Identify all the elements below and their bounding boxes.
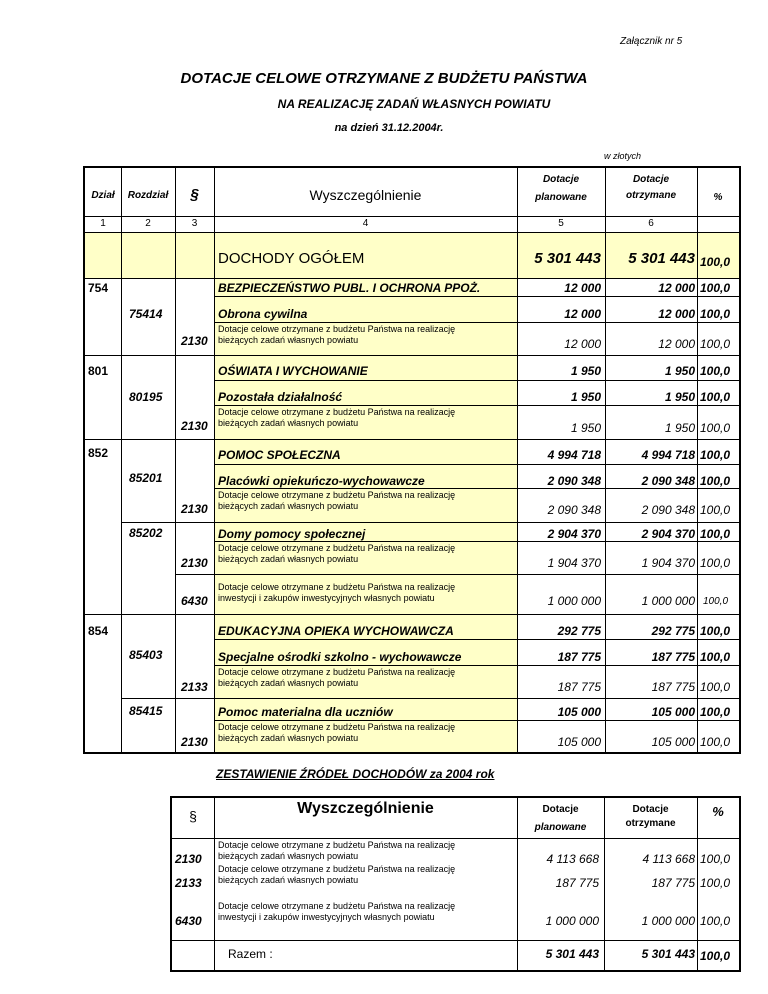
attachment-label: Załącznik nr 5 bbox=[620, 36, 683, 47]
summary-header-dotacje-1: Dotacje bbox=[542, 804, 579, 815]
summary-desc-line1: Dotacje celowe otrzymane z budżetu Państwa na realizację bbox=[218, 864, 456, 874]
planned-value: 1 950 bbox=[570, 364, 601, 378]
percent-value: 100,0 bbox=[700, 390, 731, 404]
received-value: 1 950 bbox=[664, 421, 695, 435]
paragraf-desc-line1: Dotacje celowe otrzymane z budżetu Państwa na realizację bbox=[218, 324, 456, 334]
dzial-label: EDUKACYJNA OPIEKA WYCHOWAWCZA bbox=[218, 624, 454, 638]
rozdzial-code: 85201 bbox=[129, 471, 163, 485]
document-subtitle: NA REALIZACJĘ ZADAŃ WŁASNYCH POWIATU bbox=[277, 97, 551, 111]
percent-value: 100,0 bbox=[700, 705, 731, 719]
planned-value: 12 000 bbox=[564, 337, 601, 351]
planned-value: 1 000 000 bbox=[547, 594, 601, 608]
percent-value: 100,0 bbox=[700, 307, 731, 321]
paragraf-code: 2130 bbox=[181, 556, 208, 570]
rozdzial-code: 85403 bbox=[129, 648, 163, 662]
rozdzial-label: Specjalne ośrodki szkolno - wychowawcze bbox=[218, 650, 462, 664]
planned-value: 1 904 370 bbox=[547, 556, 601, 570]
paragraf-desc-line2: bieżących zadań własnych powiatu bbox=[218, 501, 359, 511]
paragraf-desc-line2: bieżących zadań własnych powiatu bbox=[218, 335, 359, 345]
header-planowane: planowane bbox=[535, 192, 587, 203]
header-rozdzial: Rozdział bbox=[127, 190, 169, 201]
summary-desc-line2: inwestycji i zakupów inwestycyjnych własnych powiatu bbox=[218, 912, 435, 922]
header-dzial: Dział bbox=[91, 190, 115, 201]
planned-value: 12 000 bbox=[564, 307, 601, 321]
header-dotacje-1: Dotacje bbox=[542, 174, 580, 185]
summary-received: 187 775 bbox=[651, 876, 695, 890]
dzial-code: 854 bbox=[88, 624, 109, 638]
planned-value: 187 775 bbox=[557, 650, 601, 664]
received-value: 2 904 370 bbox=[641, 527, 695, 541]
rozdzial-label: Obrona cywilna bbox=[218, 307, 308, 321]
percent-value: 100,0 bbox=[700, 650, 731, 664]
summary-total-planned: 5 301 443 bbox=[545, 947, 599, 961]
received-value: 1 904 370 bbox=[641, 556, 695, 570]
summary-percent: 100,0 bbox=[700, 914, 731, 928]
header-dotacje-2: Dotacje bbox=[632, 174, 670, 185]
received-value: 105 000 bbox=[651, 735, 695, 749]
dzial-code: 801 bbox=[88, 364, 109, 378]
dzial-code: 852 bbox=[88, 446, 109, 460]
header-otrzymane: otrzymane bbox=[625, 190, 676, 201]
summary-total-label: Razem : bbox=[228, 947, 273, 961]
planned-value: 187 775 bbox=[557, 680, 601, 694]
rozdzial-label: Pomoc materialna dla uczniów bbox=[218, 705, 393, 719]
rozdzial-code: 75414 bbox=[129, 307, 163, 321]
percent-value: 100,0 bbox=[700, 735, 731, 749]
paragraf-code: 2130 bbox=[181, 334, 208, 348]
summary-total-percent: 100,0 bbox=[700, 949, 731, 963]
planned-value: 105 000 bbox=[557, 735, 601, 749]
received-value: 2 090 348 bbox=[641, 474, 695, 488]
paragraf-code: 2130 bbox=[181, 735, 208, 749]
summary-desc-line2: bieżących zadań własnych powiatu bbox=[218, 851, 359, 861]
planned-value: 2 090 348 bbox=[547, 474, 601, 488]
rozdzial-code: 80195 bbox=[129, 390, 163, 404]
planned-value: 1 950 bbox=[570, 421, 601, 435]
received-value: 105 000 bbox=[651, 705, 695, 719]
percent-value: 100,0 bbox=[703, 596, 729, 607]
column-number: 6 bbox=[648, 218, 654, 229]
received-value: 187 775 bbox=[651, 680, 695, 694]
percent-value: 100,0 bbox=[700, 421, 731, 435]
column-number: 5 bbox=[558, 218, 564, 229]
summary-code: 2130 bbox=[175, 852, 202, 866]
percent-value: 100,0 bbox=[700, 527, 731, 541]
summary-table bbox=[170, 796, 741, 972]
summary-desc-line1: Dotacje celowe otrzymane z budżetu Państwa na realizację bbox=[218, 840, 456, 850]
percent-value: 100,0 bbox=[700, 474, 731, 488]
total-percent: 100,0 bbox=[700, 255, 731, 269]
paragraf-desc-line2: bieżących zadań własnych powiatu bbox=[218, 554, 359, 564]
percent-value: 100,0 bbox=[700, 624, 731, 638]
received-value: 1 000 000 bbox=[641, 594, 695, 608]
summary-header-paragraf: § bbox=[189, 808, 197, 824]
paragraf-desc-line2: inwestycji i zakupów inwestycyjnych własnych powiatu bbox=[218, 593, 435, 603]
planned-value: 1 950 bbox=[570, 390, 601, 404]
header-percent: % bbox=[713, 192, 723, 203]
paragraf-desc-line2: bieżących zadań własnych powiatu bbox=[218, 678, 359, 688]
document-date: na dzień 31.12.2004r. bbox=[334, 122, 444, 134]
main-table bbox=[83, 166, 741, 754]
percent-value: 100,0 bbox=[700, 337, 731, 351]
column-number: 2 bbox=[145, 218, 151, 229]
summary-header-otrzymane: otrzymane bbox=[625, 818, 676, 829]
planned-value: 12 000 bbox=[564, 281, 601, 295]
planned-value: 292 775 bbox=[557, 624, 601, 638]
received-value: 12 000 bbox=[658, 307, 695, 321]
total-received: 5 301 443 bbox=[628, 250, 695, 267]
rozdzial-code: 85202 bbox=[129, 526, 163, 540]
paragraf-code: 2130 bbox=[181, 419, 208, 433]
dzial-label: POMOC SPOŁECZNA bbox=[218, 448, 341, 462]
column-number: 3 bbox=[191, 218, 198, 229]
rozdzial-label: Domy pomocy społecznej bbox=[218, 527, 366, 541]
summary-header-percent: % bbox=[712, 804, 724, 819]
summary-total-received: 5 301 443 bbox=[641, 947, 695, 961]
dzial-code: 754 bbox=[88, 281, 109, 295]
total-label: DOCHODY OGÓŁEM bbox=[218, 250, 365, 267]
received-value: 292 775 bbox=[651, 624, 695, 638]
summary-code: 6430 bbox=[175, 914, 202, 928]
paragraf-desc-line1: Dotacje celowe otrzymane z budżetu Państwa na realizację bbox=[218, 543, 456, 553]
percent-value: 100,0 bbox=[700, 364, 731, 378]
header-paragraf: § bbox=[190, 186, 199, 203]
planned-value: 4 994 718 bbox=[547, 448, 601, 462]
summary-percent: 100,0 bbox=[700, 852, 731, 866]
percent-value: 100,0 bbox=[700, 680, 731, 694]
received-value: 1 950 bbox=[664, 364, 695, 378]
paragraf-desc-line1: Dotacje celowe otrzymane z budżetu Państwa na realizację bbox=[218, 722, 456, 732]
summary-received: 4 113 668 bbox=[642, 852, 695, 866]
percent-value: 100,0 bbox=[700, 448, 731, 462]
paragraf-code: 2133 bbox=[181, 680, 208, 694]
paragraf-desc-line1: Dotacje celowe otrzymane z budżetu Państwa na realizację bbox=[218, 582, 456, 592]
column-number: 1 bbox=[100, 218, 106, 229]
received-value: 2 090 348 bbox=[641, 503, 695, 517]
dzial-label: OŚWIATA I WYCHOWANIE bbox=[218, 364, 368, 378]
summary-desc-line2: bieżących zadań własnych powiatu bbox=[218, 875, 359, 885]
percent-value: 100,0 bbox=[700, 503, 731, 517]
paragraf-desc-line1: Dotacje celowe otrzymane z budżetu Państwa na realizację bbox=[218, 667, 456, 677]
paragraf-desc-line1: Dotacje celowe otrzymane z budżetu Państwa na realizację bbox=[218, 407, 456, 417]
summary-planned: 4 113 668 bbox=[546, 852, 599, 866]
summary-header-wyszczegolnienie: Wyszczególnienie bbox=[297, 800, 434, 817]
rozdzial-code: 85415 bbox=[129, 704, 163, 718]
paragraf-desc-line2: bieżących zadań własnych powiatu bbox=[218, 733, 359, 743]
planned-value: 2 904 370 bbox=[547, 527, 601, 541]
column-number: 4 bbox=[362, 218, 369, 229]
total-planned: 5 301 443 bbox=[534, 250, 601, 267]
summary-header-planowane: planowane bbox=[534, 822, 587, 833]
planned-value: 105 000 bbox=[557, 705, 601, 719]
paragraf-code: 2130 bbox=[181, 502, 208, 516]
paragraf-code: 6430 bbox=[181, 594, 208, 608]
paragraf-desc-line2: bieżących zadań własnych powiatu bbox=[218, 418, 359, 428]
document-title: DOTACJE CELOWE OTRZYMANE Z BUDŻETU PAŃSTWA bbox=[180, 70, 588, 87]
received-value: 1 950 bbox=[664, 390, 695, 404]
summary-percent: 100,0 bbox=[700, 876, 731, 890]
summary-planned: 1 000 000 bbox=[545, 914, 599, 928]
percent-value: 100,0 bbox=[700, 556, 731, 570]
received-value: 12 000 bbox=[658, 281, 695, 295]
rozdzial-label: Placówki opiekuńczo-wychowawcze bbox=[218, 474, 425, 488]
summary-received: 1 000 000 bbox=[641, 914, 695, 928]
unit-note: w złotych bbox=[604, 151, 642, 161]
summary-planned: 187 775 bbox=[555, 876, 599, 890]
dzial-label: BEZPIECZEŃSTWO PUBL. I OCHRONA PPOŻ. bbox=[218, 281, 481, 295]
paragraf-desc-line1: Dotacje celowe otrzymane z budżetu Państwa na realizację bbox=[218, 490, 456, 500]
summary-desc-line1: Dotacje celowe otrzymane z budżetu Państwa na realizację bbox=[218, 901, 456, 911]
summary-header-dotacje-2: Dotacje bbox=[632, 804, 669, 815]
rozdzial-label: Pozostała działalność bbox=[218, 390, 343, 404]
summary-title: ZESTAWIENIE ŹRÓDEŁ DOCHODÓW za 2004 rok bbox=[216, 767, 495, 781]
header-wyszczegolnienie: Wyszczególnienie bbox=[309, 187, 422, 203]
received-value: 4 994 718 bbox=[641, 448, 695, 462]
received-value: 187 775 bbox=[651, 650, 695, 664]
planned-value: 2 090 348 bbox=[547, 503, 601, 517]
received-value: 12 000 bbox=[658, 337, 695, 351]
percent-value: 100,0 bbox=[700, 281, 731, 295]
summary-code: 2133 bbox=[175, 876, 202, 890]
